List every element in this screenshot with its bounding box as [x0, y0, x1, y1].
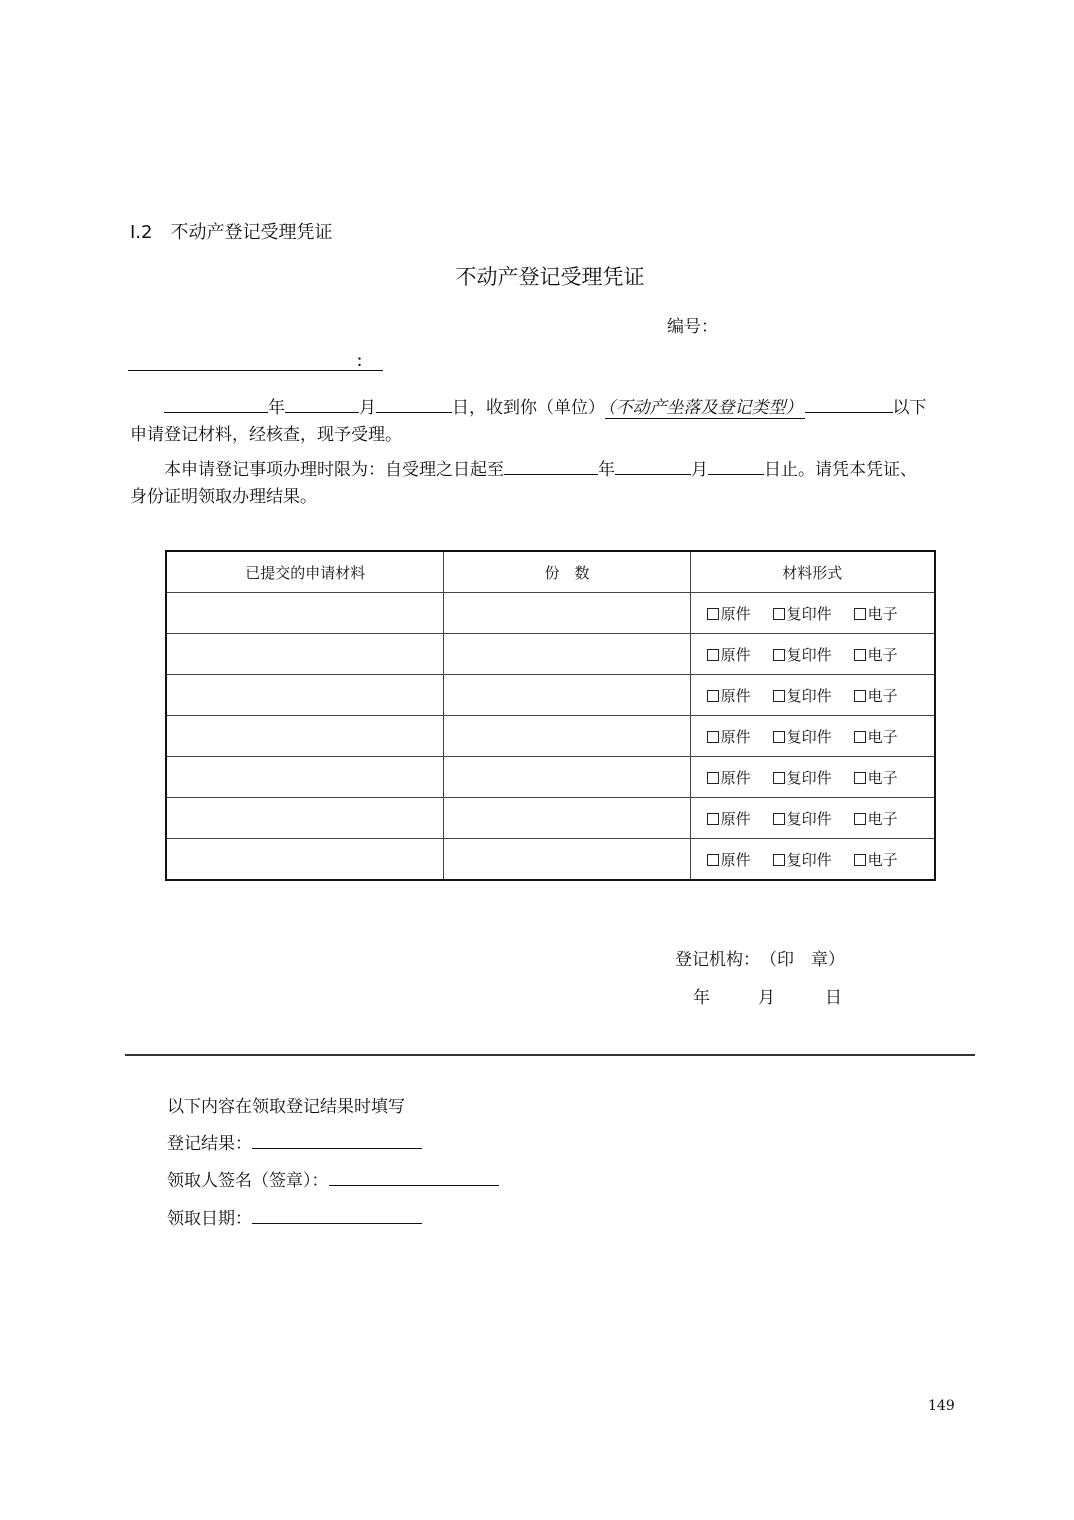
deadline-year-blank[interactable]	[504, 456, 598, 475]
property-subject: （不动产坐落及登记类型）	[607, 398, 803, 418]
form-option-label: 电子	[867, 809, 898, 828]
year-blank[interactable]	[164, 394, 268, 413]
table-row	[166, 757, 935, 798]
table-row	[166, 839, 935, 881]
checkbox-icon[interactable]	[773, 608, 785, 620]
table-row	[166, 593, 935, 634]
material-form-cell	[690, 675, 935, 716]
table-row	[166, 634, 935, 675]
deadline-prefix: 本申请登记事项办理时限为：自受理之日起至	[164, 460, 504, 480]
form-option[interactable]	[707, 726, 751, 747]
checkbox-icon[interactable]	[854, 772, 866, 784]
document-title: 不动产登记受理凭证	[455, 265, 645, 289]
form-option-label: 电子	[867, 645, 898, 664]
deadline-line2: 身份证明领取办理结果。	[130, 487, 317, 507]
registration-agency-seal: 登记机构： （印 章）	[675, 950, 845, 970]
subject-blank[interactable]	[805, 394, 893, 413]
receipt-line2: 申请登记材料，经核查，现予受理。	[130, 425, 402, 445]
signer-field[interactable]	[329, 1167, 499, 1186]
copies-cell[interactable]	[444, 593, 690, 634]
pickup-intro: 以下内容在领取登记结果时填写	[167, 1097, 405, 1117]
sig-year: 年	[693, 988, 710, 1008]
page-number: 149	[928, 1398, 955, 1414]
pickup-date-row	[167, 1204, 422, 1229]
result-label: 登记结果：	[167, 1134, 252, 1154]
material-name-cell[interactable]	[166, 593, 444, 634]
material-name-cell[interactable]	[166, 675, 444, 716]
checkbox-icon[interactable]	[854, 731, 866, 743]
table-row	[166, 798, 935, 839]
form-option-label: 复印件	[786, 850, 832, 869]
form-option-label: 原件	[720, 809, 751, 828]
form-option-label: 电子	[867, 768, 898, 787]
form-option[interactable]	[854, 849, 898, 870]
checkbox-icon[interactable]	[854, 649, 866, 661]
checkbox-icon[interactable]	[707, 772, 719, 784]
table-row	[166, 716, 935, 757]
material-form-cell	[690, 716, 935, 757]
material-name-cell[interactable]	[166, 634, 444, 675]
deadline-month-char: 月	[691, 460, 708, 480]
header-materials: 已提交的申请材料	[166, 551, 444, 593]
form-option-label: 复印件	[786, 686, 832, 705]
month-blank[interactable]	[285, 394, 359, 413]
form-option[interactable]	[854, 603, 898, 624]
form-option-label: 复印件	[786, 809, 832, 828]
form-option[interactable]	[707, 849, 751, 870]
material-name-cell[interactable]	[166, 757, 444, 798]
checkbox-icon[interactable]	[773, 854, 785, 866]
header-copies: 份 数	[444, 551, 690, 593]
form-option-label: 复印件	[786, 727, 832, 746]
form-option[interactable]	[773, 603, 832, 624]
result-field[interactable]	[252, 1130, 422, 1149]
checkbox-icon[interactable]	[707, 731, 719, 743]
deadline-day-blank[interactable]	[708, 456, 764, 475]
form-option[interactable]	[773, 644, 832, 665]
form-option-label: 电子	[867, 686, 898, 705]
copies-cell[interactable]	[444, 716, 690, 757]
checkbox-icon[interactable]	[854, 608, 866, 620]
form-option[interactable]	[707, 644, 751, 665]
form-option[interactable]	[854, 767, 898, 788]
checkbox-icon[interactable]	[707, 690, 719, 702]
deadline-year-char: 年	[598, 460, 615, 480]
form-option-label: 原件	[720, 645, 751, 664]
section-heading: I.2 不动产登记受理凭证	[130, 222, 333, 243]
deadline-paragraph	[130, 456, 976, 511]
copies-cell[interactable]	[444, 757, 690, 798]
form-option-label: 电子	[867, 727, 898, 746]
form-option[interactable]	[773, 808, 832, 829]
form-option[interactable]	[707, 808, 751, 829]
receipt-tail: 以下	[892, 398, 927, 418]
receipt-paragraph	[130, 394, 976, 449]
received-text: 日，收到你（单位）	[452, 398, 605, 418]
form-option[interactable]	[773, 685, 832, 706]
form-option-label: 原件	[720, 686, 751, 705]
checkbox-icon[interactable]	[773, 690, 785, 702]
copies-cell[interactable]	[444, 675, 690, 716]
serial-number-label: 编号：	[667, 317, 718, 337]
checkbox-icon[interactable]	[707, 854, 719, 866]
checkbox-icon[interactable]	[773, 649, 785, 661]
form-option[interactable]	[773, 726, 832, 747]
form-option[interactable]	[707, 685, 751, 706]
material-name-cell[interactable]	[166, 716, 444, 757]
form-option[interactable]	[773, 849, 832, 870]
form-option-label: 复印件	[786, 768, 832, 787]
pickup-signer-row	[167, 1166, 499, 1191]
form-option-label: 电子	[867, 604, 898, 623]
year-char: 年	[268, 398, 285, 418]
checkbox-icon[interactable]	[707, 813, 719, 825]
signature-date	[693, 983, 842, 1008]
copies-cell[interactable]	[444, 798, 690, 839]
checkbox-icon[interactable]	[854, 690, 866, 702]
material-form-cell	[690, 634, 935, 675]
checkbox-icon[interactable]	[707, 608, 719, 620]
form-option[interactable]	[854, 685, 898, 706]
checkbox-icon[interactable]	[773, 772, 785, 784]
section-divider	[125, 1054, 975, 1056]
form-option-label: 原件	[720, 850, 751, 869]
checkbox-icon[interactable]	[707, 649, 719, 661]
sig-month: 月	[758, 988, 775, 1008]
addressee-colon: ：	[355, 352, 371, 370]
material-form-cell	[690, 839, 935, 881]
table-header-row	[166, 551, 935, 593]
copies-cell[interactable]	[444, 839, 690, 881]
checkbox-icon[interactable]	[773, 731, 785, 743]
day-blank[interactable]	[376, 394, 452, 413]
material-form-cell	[690, 798, 935, 839]
form-option[interactable]	[854, 644, 898, 665]
pickup-date-label: 领取日期：	[167, 1209, 252, 1229]
material-form-cell	[690, 757, 935, 798]
form-option-label: 电子	[867, 850, 898, 869]
table-row	[166, 675, 935, 716]
copies-cell[interactable]	[444, 634, 690, 675]
addressee-field[interactable]	[128, 352, 383, 371]
checkbox-icon[interactable]	[854, 854, 866, 866]
materials-table	[165, 550, 936, 881]
pickup-result-row	[167, 1129, 422, 1154]
month-char: 月	[359, 398, 376, 418]
form-option-label: 原件	[720, 604, 751, 623]
form-option-label: 原件	[720, 768, 751, 787]
sig-day: 日	[825, 988, 842, 1008]
pickup-date-field[interactable]	[252, 1205, 422, 1224]
form-option[interactable]	[707, 767, 751, 788]
checkbox-icon[interactable]	[773, 813, 785, 825]
form-option[interactable]	[773, 767, 832, 788]
form-option[interactable]	[854, 808, 898, 829]
deadline-month-blank[interactable]	[615, 456, 691, 475]
form-option[interactable]	[854, 726, 898, 747]
material-name-cell[interactable]	[166, 798, 444, 839]
form-option[interactable]	[707, 603, 751, 624]
form-option-label: 复印件	[786, 604, 832, 623]
checkbox-icon[interactable]	[854, 813, 866, 825]
signer-label: 领取人签名（签章）：	[167, 1171, 329, 1191]
material-form-cell	[690, 593, 935, 634]
material-name-cell[interactable]	[166, 839, 444, 881]
deadline-tail: 日止。请凭本凭证、	[764, 460, 917, 480]
form-option-label: 原件	[720, 727, 751, 746]
form-option-label: 复印件	[786, 645, 832, 664]
header-form: 材料形式	[690, 551, 935, 593]
